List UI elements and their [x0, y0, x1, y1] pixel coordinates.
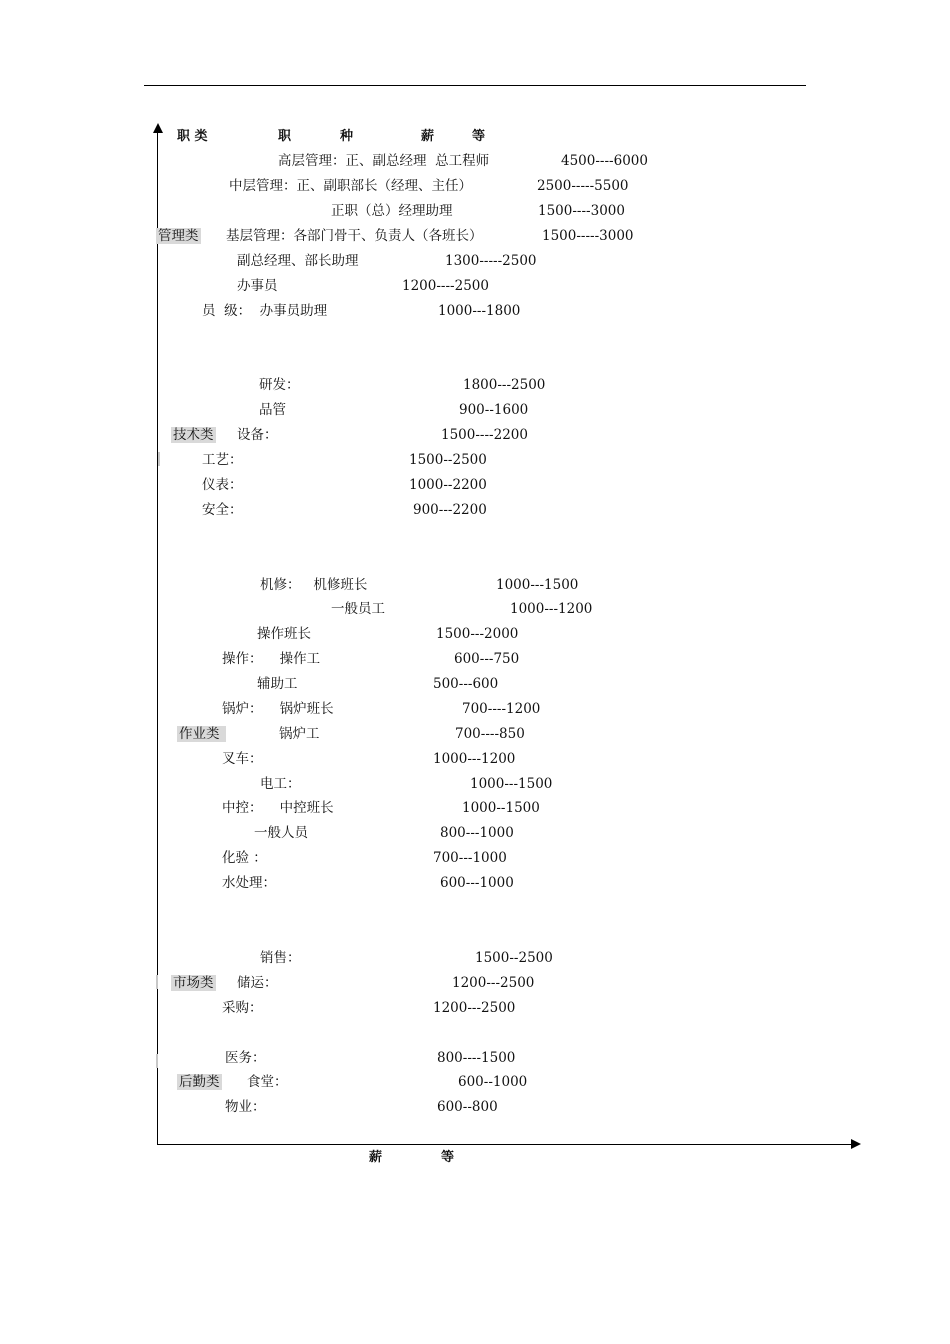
logistics-label: 医务： — [225, 1050, 266, 1066]
header-salary-b: 等 — [472, 129, 486, 144]
management-range: 1000---1800 — [438, 303, 521, 319]
operations-range: 600---1000 — [440, 875, 514, 891]
management-range: 1300-----2500 — [445, 253, 537, 269]
market-label: 采购： — [222, 1000, 263, 1016]
x-axis-label-a: 薪 — [369, 1150, 383, 1165]
operations-label: 中控： 中控班长 — [222, 800, 334, 816]
top-rule — [144, 85, 806, 86]
header-job-type-a: 职 — [278, 129, 292, 144]
header-salary-a: 薪 — [421, 129, 435, 144]
operations-range: 700----850 — [455, 726, 525, 742]
operations-range: 1000---1200 — [510, 601, 593, 617]
technical-range: 900---2200 — [413, 502, 487, 518]
management-range: 1500-----3000 — [542, 228, 634, 244]
category-management: 管理类 — [158, 228, 199, 244]
technical-label: 研发： — [259, 377, 300, 393]
operations-range: 1500---2000 — [436, 626, 519, 642]
management-label: 基层管理：各部门骨干、负责人（各班长） — [226, 228, 483, 244]
management-label: 员 级： 办事员助理 — [202, 303, 328, 319]
operations-range: 700---1000 — [433, 850, 507, 866]
margin-mark — [158, 452, 160, 466]
operations-label: 操作： 操作工 — [222, 651, 321, 667]
category-operations: 作业类 — [177, 726, 226, 742]
operations-range: 1000---1500 — [496, 577, 579, 593]
operations-label: 电工： — [260, 776, 301, 792]
technical-range: 1000--2200 — [409, 477, 487, 493]
technical-range: 1500--2500 — [409, 452, 487, 468]
operations-label: 机修： 机修班长 — [260, 577, 368, 593]
technical-range: 1800---2500 — [463, 377, 546, 393]
operations-range: 800---1000 — [440, 825, 514, 841]
operations-label: 锅炉工 — [279, 726, 320, 742]
management-label: 办事员 — [237, 278, 278, 294]
management-label: 正职（总）经理助理 — [331, 203, 453, 219]
operations-label: 一般员工 — [331, 601, 385, 617]
operations-label: 水处理： — [222, 875, 276, 891]
technical-label: 品管 — [259, 402, 286, 418]
market-range: 1200---2500 — [433, 1000, 516, 1016]
technical-label: 设备： — [237, 427, 278, 443]
logistics-label: 物业： — [225, 1099, 266, 1115]
market-label: 销售： — [260, 950, 301, 966]
management-range: 1200----2500 — [402, 278, 489, 294]
arrow-right-icon — [851, 1139, 861, 1149]
management-range: 1500----3000 — [538, 203, 625, 219]
category-logistics: 后勤类 — [179, 1074, 220, 1090]
management-label: 副总经理、部长助理 — [237, 253, 359, 269]
operations-range: 1000---1500 — [470, 776, 553, 792]
header-job-type-b: 种 — [340, 129, 354, 144]
horizontal-axis — [157, 1144, 851, 1145]
management-range: 2500-----5500 — [537, 178, 629, 194]
margin-mark — [156, 975, 158, 989]
technical-range: 900--1600 — [459, 402, 529, 418]
arrow-up-icon — [153, 123, 163, 133]
operations-range: 1000--1500 — [462, 800, 540, 816]
operations-range: 600---750 — [454, 651, 520, 667]
category-technical: 技术类 — [173, 427, 214, 443]
x-axis-label-b: 等 — [441, 1150, 455, 1165]
operations-label: 操作班长 — [257, 626, 311, 642]
operations-range: 700----1200 — [462, 701, 541, 717]
logistics-range: 800----1500 — [437, 1050, 516, 1066]
technical-range: 1500----2200 — [441, 427, 528, 443]
operations-label: 化验 ： — [222, 850, 267, 866]
operations-label: 辅助工 — [257, 676, 298, 692]
technical-label: 工艺： — [202, 452, 243, 468]
management-label: 高层管理：正、副总经理 总工程师 — [278, 153, 490, 169]
header-job-class: 职 类 — [177, 129, 208, 144]
margin-mark — [156, 1054, 158, 1068]
operations-label: 一般人员 — [254, 825, 308, 841]
management-label: 中层管理：正、副职部长（经理、主任） — [229, 178, 472, 194]
operations-range: 500---600 — [433, 676, 499, 692]
category-market: 市场类 — [173, 975, 214, 991]
logistics-range: 600--1000 — [458, 1074, 528, 1090]
operations-label: 锅炉： 锅炉班长 — [222, 701, 334, 717]
market-range: 1500--2500 — [475, 950, 553, 966]
market-label: 储运： — [237, 975, 278, 991]
logistics-label: 食堂： — [247, 1074, 288, 1090]
technical-label: 仪表： — [202, 477, 243, 493]
management-range: 4500----6000 — [561, 153, 648, 169]
technical-label: 安全： — [202, 502, 243, 518]
market-range: 1200---2500 — [452, 975, 535, 991]
logistics-range: 600--800 — [437, 1099, 498, 1115]
operations-label: 叉车： — [222, 751, 263, 767]
vertical-axis — [157, 132, 158, 1145]
operations-range: 1000---1200 — [433, 751, 516, 767]
